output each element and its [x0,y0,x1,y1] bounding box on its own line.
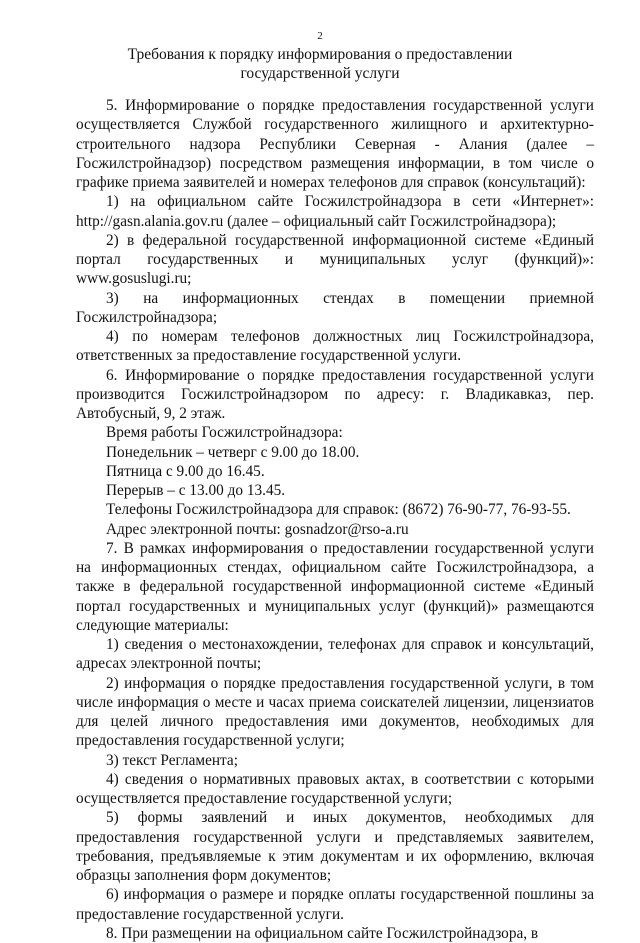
paragraph-8: 8. При размещении на официальном сайте Госжилстройнадзора, в [106,924,539,942]
list-item-official-site: 1) на официальном сайте Госжилстройнадзора в сети «Интернет»: http://gasn.alania.gov.ru (далее – официальный сайт Госжилстройнадзора); [76,193,594,230]
material-item-1: 1) сведения о местонахождении, телефонах для справок и консультаций, адресах электронной почты; [76,636,594,673]
list-item-phones: 4) по номерам телефонов должностных лиц Госжилстройнадзора, ответственных за предоставление государственной услуги. [76,328,594,365]
section-title [80,45,560,83]
list-item-gosuslugi-portal: 2) в федеральной государственной информационной системе «Единый портал государственных и муниципальных услуг (функций)»: www.gosuslugi.ru; [76,231,594,288]
document-body [76,96,594,943]
material-item-4: 4) сведения о нормативных правовых актах, в соответствии с которыми осуществляется предоставление государственной услуги; [76,770,594,807]
material-item-2: 2) информация о порядке предоставления государственной услуги, в том числе информация о месте и часах приема соискателей лицензии, лицензиатов для целей личного предоставления ими документов, необходимых для предоставления государственной услуги; [76,674,594,750]
work-hours-heading: Время работы Госжилстройнадзора: [106,424,343,442]
paragraph-6: 6. Информирование о порядке предоставления государственной услуги производится Госжилстройнадзором по адресу: г. Владикавказ, пер. Автобусный, 9, 2 этаж. [76,366,594,422]
material-item-6: 6) информация о размере и порядке оплаты государственной пошлины за предоставление государственной услуги. [76,886,594,923]
list-item-info-stands: 3) на информационных стендах в помещении приемной Госжилстройнадзора; [76,289,594,326]
page-number: 2 [317,30,323,42]
section-title-line-2: государственной услуги [240,65,400,82]
material-item-3: 3) текст Регламента; [106,751,238,769]
work-hours-mon-thu: Понедельник – четверг с 9.00 до 18.00. [106,443,360,461]
work-hours-friday: Пятница с 9.00 до 16.45. [106,462,265,480]
paragraph-7: 7. В рамках информирования о предоставлении государственной услуги на информационных стендах, официальном сайте Госжилстройнадзора, а также в федеральной государственной информационной системе «Единый портал государственных и муниципальных услуг (функций)» размещаются следующие материалы: [76,539,594,634]
material-item-5: 5) формы заявлений и иных документов, необходимых для предоставления государственной услуги и представляемых заявителем, требования, предъявляемые к этим документам и их оформлению, включая образцы заполнения форм документов; [76,809,594,884]
section-title-line-1: Требования к порядку информирования о предоставлении [127,46,513,63]
paragraph-5: 5. Информирование о порядке предоставления государственной услуги осуществляется Службой государственного жилищного и архитектурно-строительного надзора Республики Северная - Алания (далее – Госжилстройнадзор) посредством размещения информации, в том числе о графике приема заявителей и номерах телефонов для справок (консультаций): [76,97,594,191]
contact-email: Адрес электронной почты: gosnadzor@rso-a.ru [106,520,409,538]
contact-phones: Телефоны Госжилстройнадзора для справок: (8672) 76-90-77, 76-93-55. [106,501,571,519]
work-hours-break: Перерыв – с 13.00 до 13.45. [106,482,286,499]
